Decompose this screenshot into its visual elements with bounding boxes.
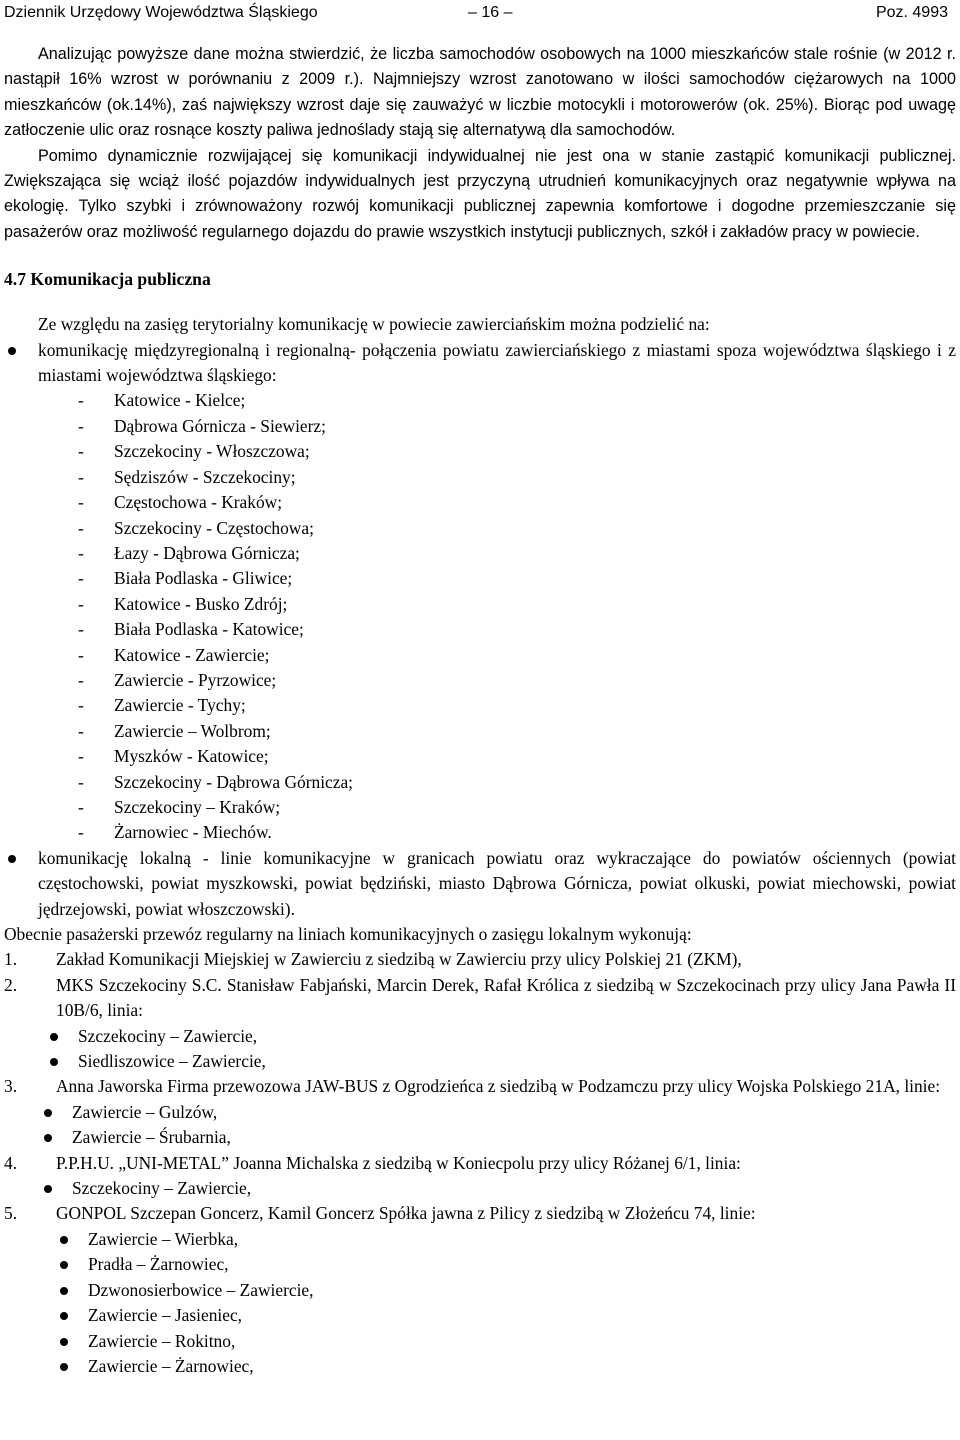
routes-list <box>4 388 956 845</box>
route-text: Katowice - Kielce; <box>114 390 246 411</box>
route-text: Szczekociny - Włoszczowa; <box>114 441 310 462</box>
route-text: Żarnowiec - Miechów. <box>114 822 272 843</box>
bullet-icon <box>60 1287 68 1295</box>
bus-line-text: Szczekociny – Zawiercie, <box>72 1178 252 1199</box>
route-text: Katowice - Zawiercie; <box>114 644 270 665</box>
dash-marker: - <box>78 593 84 614</box>
route-text: Szczekociny - Częstochowa; <box>114 517 314 538</box>
route-item <box>76 744 956 769</box>
bullet-icon <box>60 1261 68 1269</box>
dash-marker: - <box>78 644 84 665</box>
route-item <box>76 820 956 845</box>
operator-number: 5. <box>4 1203 18 1224</box>
route-text: Szczekociny - Dąbrowa Górnicza; <box>114 771 354 792</box>
bullet-icon <box>8 855 16 863</box>
dash-marker: - <box>78 771 84 792</box>
operator-text: Zakład Komunikacji Miejskiej w Zawierciu z siedzibą w Zawierciu przy ulicy Polskiej 21 (ZKM), <box>56 949 742 970</box>
bus-line-item <box>4 1100 956 1125</box>
dash-marker: - <box>78 619 84 640</box>
route-item <box>76 388 956 413</box>
route-item <box>76 770 956 795</box>
operator-item <box>4 973 956 1024</box>
route-text: Biała Podlaska - Gliwice; <box>114 568 293 589</box>
route-item <box>76 541 956 566</box>
route-text: Łazy - Dąbrowa Górnicza; <box>114 542 300 563</box>
bullet-icon <box>60 1312 68 1320</box>
bus-line-text: Szczekociny – Zawiercie, <box>78 1025 258 1046</box>
position-number: Poz. 4993 <box>875 4 948 21</box>
operators-list <box>4 947 956 1379</box>
bus-line-item <box>4 1329 956 1354</box>
dash-marker: - <box>78 568 84 589</box>
bullet-icon <box>50 1058 58 1066</box>
route-text: Katowice - Busko Zdrój; <box>114 593 288 614</box>
communication-types-list <box>4 338 956 389</box>
dash-marker: - <box>78 746 84 767</box>
dash-marker: - <box>78 517 84 538</box>
route-item <box>76 439 956 464</box>
operator-text: GONPOL Szczepan Goncerz, Kamil Goncerz Spółka jawna z Pilicy z siedzibą w Złożeńcu 74, linie: <box>56 1203 756 1224</box>
route-item <box>76 490 956 515</box>
bus-line-text: Zawiercie – Żarnowiec, <box>88 1355 254 1376</box>
dash-marker: - <box>78 415 84 436</box>
page-number: – 16 – <box>468 4 513 21</box>
operators-intro: Obecnie pasażerski przewóz regularny na liniach komunikacyjnych o zasięgu lokalnym wykonują: <box>4 924 692 944</box>
route-text: Zawiercie - Tychy; <box>114 695 246 716</box>
route-item <box>76 617 956 642</box>
intro-paragraph: Analizując powyższe dane można stwierdzić, że liczba samochodów osobowych na 1000 mieszkańców stale rośnie (w 2012 r. nastąpił 16% wzrost w porównaniu z 2009 r.). Najmniejszy wzrost zanotowano w ilości samochodów ciężarowych na 1000 mieszkańców (ok.14%), zaś największy wzrost daje się zauważyć w liczbie motocykli i motorowerów (ok. 25%). Biorąc pod uwagę zatłoczenie ulic oraz rosnące koszty paliwa jednoślady stają się alternatywą dla samochodów. <box>4 45 956 140</box>
bus-line-text: Zawiercie – Rokitno, <box>88 1330 236 1351</box>
list-item <box>4 338 956 389</box>
bullet-icon <box>8 347 16 355</box>
bus-line-item <box>4 1024 956 1049</box>
bullet-icon <box>44 1109 52 1117</box>
route-item <box>76 516 956 541</box>
route-item <box>76 719 956 744</box>
route-text: Dąbrowa Górnicza - Siewierz; <box>114 415 326 436</box>
route-item <box>76 795 956 820</box>
bus-line-text: Siedliszowice – Zawiercie, <box>78 1051 266 1072</box>
dash-marker: - <box>78 390 84 411</box>
bus-line-item <box>4 1252 956 1277</box>
operator-number: 1. <box>4 949 18 970</box>
bullet-text: komunikację lokalną - linie komunikacyjne w granicach powiatu oraz wykraczające do powiatów ościennych (powiat częstochowski, powiat myszkowski, powiat będziński, miasto Dąbrowa Górnicza, powiat olkuski, powiat miechowski, powiat jędrzejowski, powiat włoszczowski). <box>38 847 956 919</box>
lead-paragraph: Ze względu na zasięg terytorialny komunikację w powiecie zawierciańskim można podzielić na: <box>38 314 710 335</box>
bullet-icon <box>44 1134 52 1142</box>
route-text: Biała Podlaska - Katowice; <box>114 619 304 640</box>
section-title: 4.7 Komunikacja publiczna <box>4 269 211 290</box>
bus-line-item <box>4 1278 956 1303</box>
route-item <box>76 566 956 591</box>
route-item <box>76 465 956 490</box>
journal-title: Dziennik Urzędowy Województwa Śląskiego <box>4 4 318 21</box>
dash-marker: - <box>78 695 84 716</box>
bus-line-text: Zawiercie – Gulzów, <box>72 1101 218 1122</box>
bus-line-item <box>4 1125 956 1150</box>
dash-marker: - <box>78 720 84 741</box>
route-item <box>76 668 956 693</box>
operator-item <box>4 1201 956 1226</box>
operator-text: MKS Szczekociny S.C. Stanisław Fabjański, Marcin Derek, Rafał Królica z siedzibą w Szczekocinach przy ulicy Jana Pawła II 10B/6, linia: <box>56 974 956 1021</box>
route-item <box>76 693 956 718</box>
dash-marker: - <box>78 796 84 817</box>
list-item <box>4 846 956 922</box>
bullet-text: komunikację międzyregionalną i regionalną- połączenia powiatu zawierciańskiego z miastami spoza województwa śląskiego i z miastami województwa śląskiego: <box>38 339 956 386</box>
bus-line-item <box>4 1354 956 1379</box>
dash-marker: - <box>78 492 84 513</box>
bus-lines-list <box>4 1227 956 1379</box>
dash-marker: - <box>78 669 84 690</box>
route-item <box>76 643 956 668</box>
route-text: Częstochowa - Kraków; <box>114 492 283 513</box>
bus-line-item <box>4 1049 956 1074</box>
operator-lines <box>4 1227 956 1379</box>
operator-item <box>4 1151 956 1176</box>
route-item <box>76 592 956 617</box>
bullet-icon <box>44 1185 52 1193</box>
bus-line-text: Zawiercie – Wierbka, <box>88 1228 239 1249</box>
bus-lines-list <box>4 1176 956 1201</box>
bus-line-text: Dzwonosierbowice – Zawiercie, <box>88 1279 314 1300</box>
operator-text: Anna Jaworska Firma przewozowa JAW-BUS z Ogrodzieńca z siedzibą w Podzamczu przy ulicy Wojska Polskiego 21A, linie: <box>56 1076 941 1097</box>
bullet-icon <box>60 1338 68 1346</box>
route-text: Myszków - Katowice; <box>114 746 269 767</box>
bus-lines-list <box>4 1100 956 1151</box>
operator-number: 3. <box>4 1076 18 1097</box>
operator-lines <box>4 1100 956 1151</box>
dash-marker: - <box>78 542 84 563</box>
second-paragraph: Pomimo dynamicznie rozwijającej się komunikacji indywidualnej nie jest ona w stanie zastąpić komunikacji publicznej. Zwiększająca się wciąż ilość pojazdów indywidualnych jest przyczyną utrudnień komunikacyjnych oraz negatywnie wpływa na ekologię. Tylko szybki i zrównoważony rozwój komunikacji publicznej zapewnia komfortowe i dogodne przemieszczanie się pasażerów oraz możliwość regularnego dojazdu do prawie wszystkich instytucji publicznych, szkół i zakładów pracy w powiecie. <box>4 146 956 241</box>
operator-item <box>4 1074 956 1099</box>
bus-line-item <box>4 1303 956 1328</box>
bullet-icon <box>50 1033 58 1041</box>
dash-marker: - <box>78 466 84 487</box>
operator-text: P.P.H.U. „UNI-METAL” Joanna Michalska z siedzibą w Koniecpolu przy ulicy Różanej 6/1, linia: <box>56 1152 741 1173</box>
bus-line-text: Zawiercie – Śrubarnia, <box>72 1127 231 1148</box>
bullet-icon <box>60 1236 68 1244</box>
bus-line-item <box>4 1176 956 1201</box>
bus-line-text: Zawiercie – Jasieniec, <box>88 1305 243 1326</box>
dash-marker: - <box>78 822 84 843</box>
operator-number: 2. <box>4 974 18 995</box>
communication-types-list-2 <box>4 846 956 922</box>
bus-line-text: Pradła – Żarnowiec, <box>88 1254 229 1275</box>
route-text: Zawiercie – Wolbrom; <box>114 720 271 741</box>
operator-lines <box>4 1176 956 1201</box>
route-text: Szczekociny – Kraków; <box>114 796 281 817</box>
operator-item <box>4 947 956 972</box>
operator-number: 4. <box>4 1152 18 1173</box>
operator-lines <box>4 1024 956 1075</box>
route-text: Zawiercie - Pyrzowice; <box>114 669 277 690</box>
route-text: Sędziszów - Szczekociny; <box>114 466 296 487</box>
dash-marker: - <box>78 441 84 462</box>
page-header <box>4 0 956 26</box>
bus-lines-list <box>4 1024 956 1075</box>
bullet-icon <box>60 1363 68 1371</box>
route-item <box>76 414 956 439</box>
bus-line-item <box>4 1227 956 1252</box>
